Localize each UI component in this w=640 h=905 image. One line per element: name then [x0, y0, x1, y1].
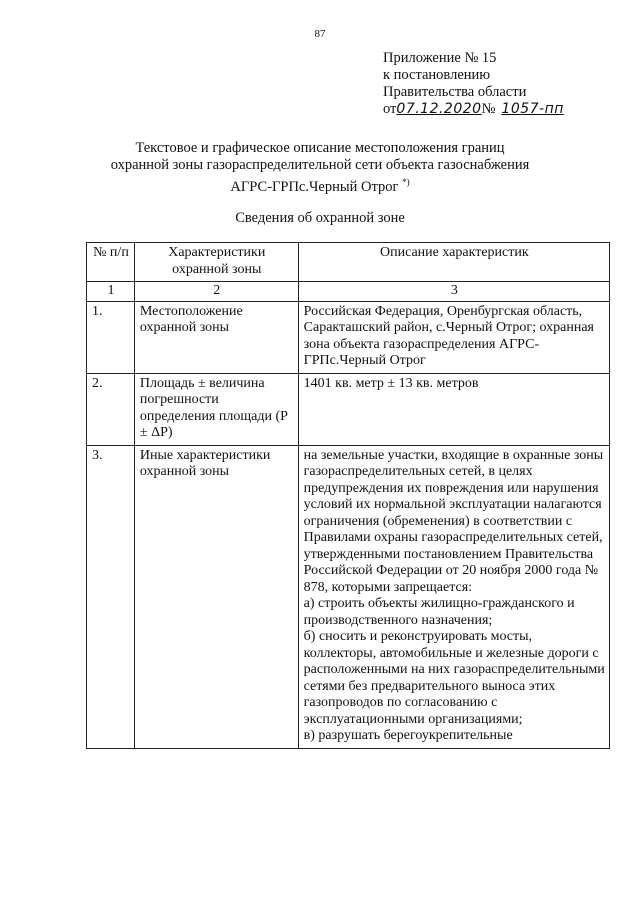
row-number: 3. [87, 445, 135, 748]
row-characteristic: Местоположение охранной зоны [134, 301, 298, 373]
protection-zone-table [86, 242, 610, 749]
page-number: 87 [314, 28, 326, 40]
document-title [80, 140, 560, 196]
table-index-row [87, 282, 610, 302]
handwritten-date: 07.12.2020 [396, 101, 482, 117]
index-cell-3: 3 [298, 282, 609, 302]
appendix-line-2: к постановлению [383, 67, 491, 83]
row-description [298, 445, 609, 748]
title-line-3 [80, 174, 560, 196]
table-row [87, 445, 610, 748]
date-prefix: от [383, 101, 397, 117]
row-number: 1. [87, 301, 135, 373]
title-line-3-text: АГРС-ГРПс.Черный Отрог [230, 178, 399, 195]
footnote-mark: *) [402, 177, 410, 187]
section-subtitle: Сведения об охранной зоне [235, 210, 405, 226]
description-paragraph: Российская Федерация, Оренбургская область, Саракташский район, с.Черный Отрог; охранная зона объекта газораспределения АГРС-ГРПс.Черный Отрог [303, 303, 594, 368]
row-description [298, 301, 609, 373]
index-cell-2: 2 [134, 282, 298, 302]
row-description [298, 373, 609, 445]
row-characteristic: Площадь ± величина погрешности определения площади (Р ± ΔР) [134, 373, 298, 445]
table-row [87, 373, 610, 445]
row-number: 2. [87, 373, 135, 445]
title-line-2: охранной зоны газораспределительной сети объекта газоснабжения [110, 157, 530, 173]
index-cell-1: 1 [87, 282, 135, 302]
table-header-row [87, 243, 610, 282]
description-paragraph: б) сносить и реконструировать мосты, коллекторы, автомобильные и железные дороги с расположенными на них газораспределительными сетями без предварительного выноса этих газопроводов по согласованию с эксплуатационными организациями; [303, 629, 605, 727]
number-prefix: № [481, 101, 496, 117]
handwritten-number: 1057-пп [501, 101, 564, 117]
header-characteristic: Характеристики охранной зоны [134, 243, 298, 282]
row-characteristic: Иные характеристики охранной зоны [134, 445, 298, 748]
appendix-block [383, 50, 564, 118]
description-paragraph: в) разрушать берегоукрепительные [303, 728, 513, 743]
appendix-line-3: Правительства области [383, 84, 527, 100]
table-row [87, 301, 610, 373]
appendix-date-line [383, 101, 564, 118]
title-line-1: Текстовое и графическое описание местоположения границ [135, 140, 505, 156]
description-paragraph: на земельные участки, входящие в охранные зоны газораспределительных сетей, в целях предупреждения их повреждения или нарушения условий их нормальной эксплуатации налагаются ограничения (обременения) в соответствии с Правилами охраны газораспределительных сетей, утвержденными постановлением Правительства Российской Федерации от 20 ноября 2000 года № 878, которыми запрещается: [303, 447, 604, 595]
header-description: Описание характеристик [298, 243, 609, 282]
appendix-line-1: Приложение № 15 [383, 50, 497, 66]
description-paragraph: 1401 кв. метр ± 13 кв. метров [303, 375, 479, 391]
description-paragraph: а) строить объекты жилищно-гражданского и производственного назначения; [303, 596, 575, 628]
header-number: № п/п [87, 243, 135, 282]
